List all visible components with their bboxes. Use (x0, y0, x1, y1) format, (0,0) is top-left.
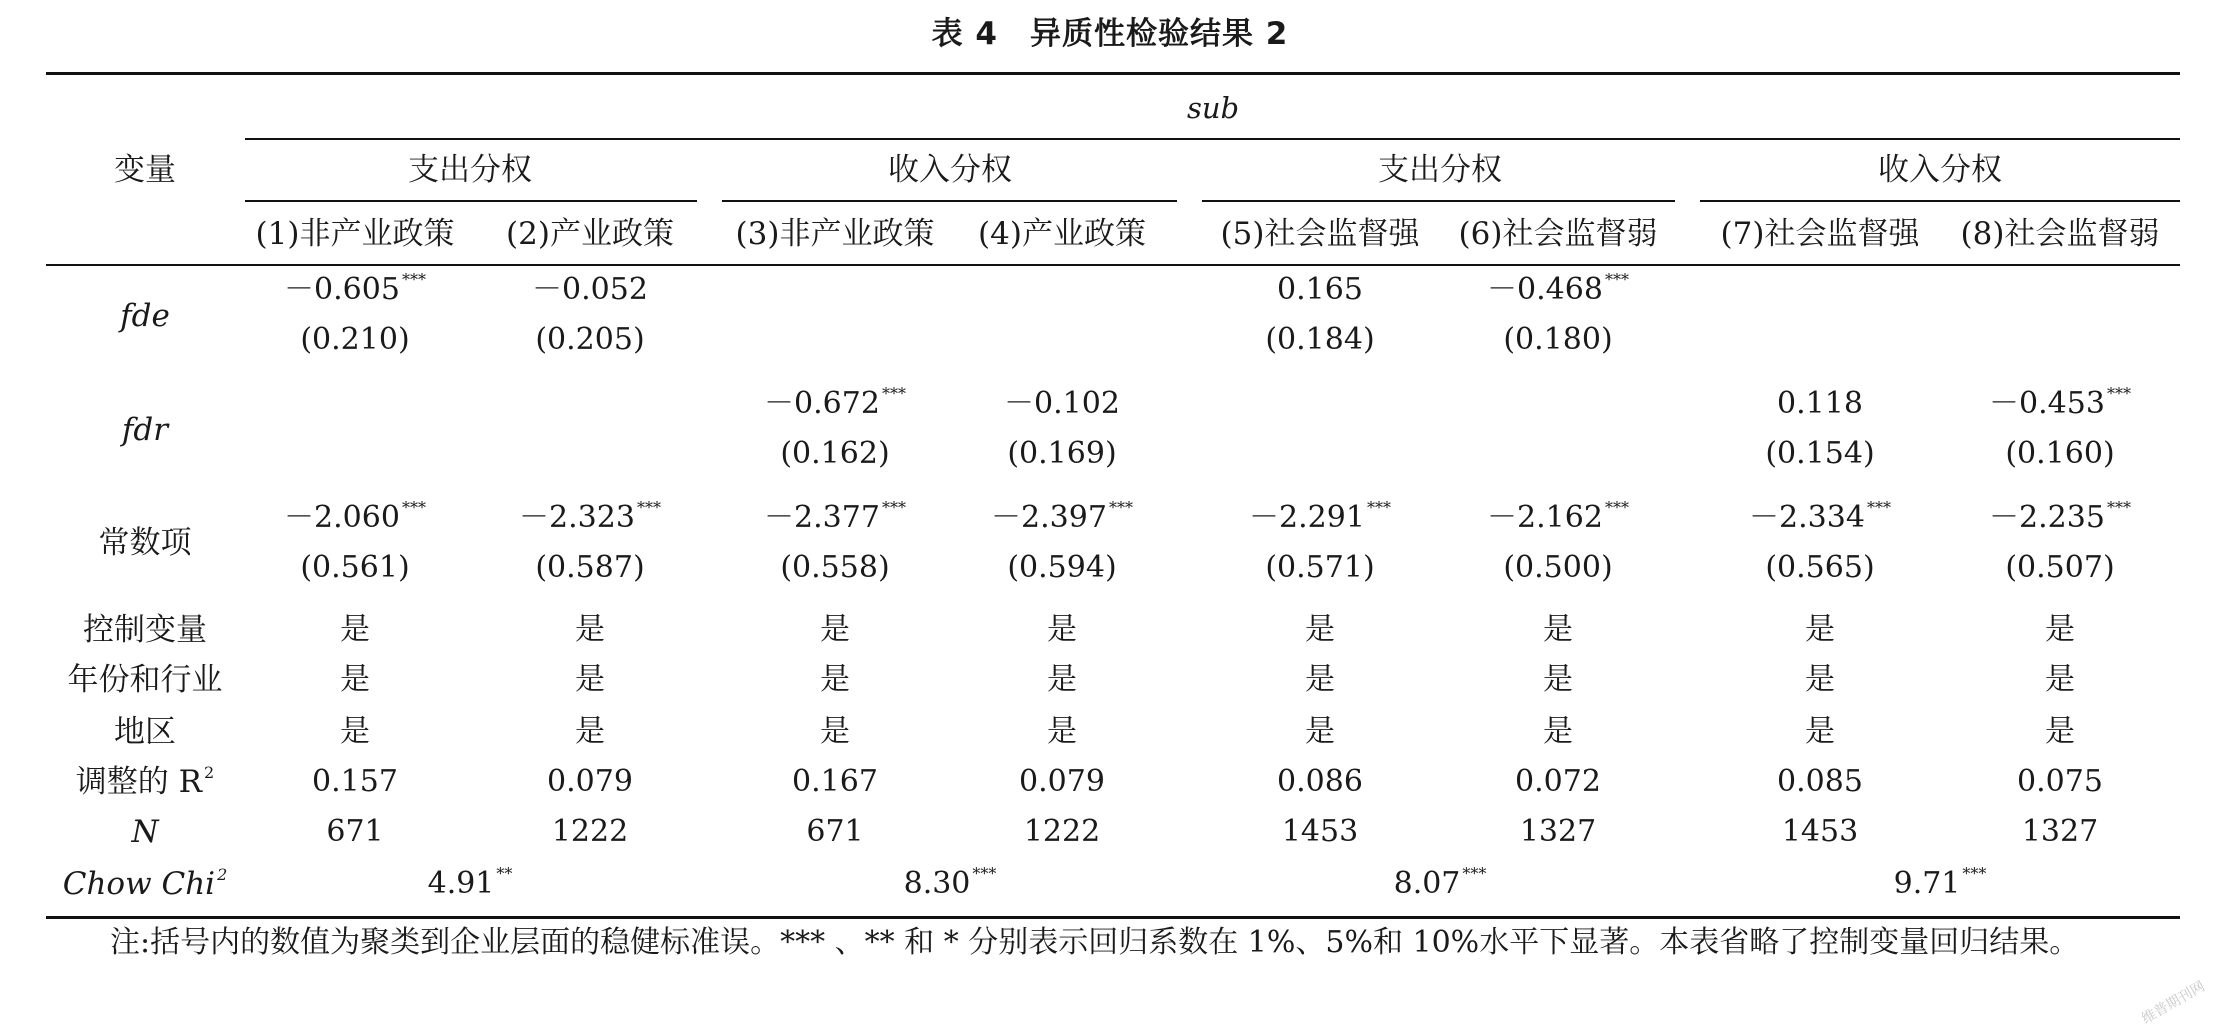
row-label-year-industry: 年份和行业 (67, 662, 223, 698)
year-industry-value-4: 是 (1047, 662, 1077, 697)
group-rule-2 (722, 200, 1177, 202)
region-value-7: 是 (1805, 714, 1835, 749)
adj-r2-value-8: 0.075 (2017, 764, 2103, 799)
n-value-8: 1327 (2021, 814, 2099, 849)
const-se-3: (0.558) (780, 550, 890, 585)
fde-se-2: (0.205) (535, 322, 645, 357)
controls-value-8: 是 (2045, 612, 2075, 647)
adj-r2-value-4: 0.079 (1019, 764, 1105, 799)
column-header-3: (3)非产业政策 (735, 216, 935, 252)
header-bottom-rule (46, 264, 2180, 266)
chow-value-3: 8.07 *** (1393, 864, 1487, 901)
group-rule-3 (1202, 200, 1675, 202)
fde-coef-2: －0.052 (532, 272, 648, 307)
adj-r2-value-6: 0.072 (1515, 764, 1601, 799)
fdr-se-3: (0.162) (780, 436, 890, 471)
fde-coef-1: －0.605 *** (284, 270, 426, 307)
row-label-region: 地区 (114, 714, 176, 750)
const-se-5: (0.571) (1265, 550, 1375, 585)
chow-value-1: 4.91 ** (427, 864, 513, 901)
controls-value-1: 是 (340, 612, 370, 647)
n-value-1: 671 (326, 814, 384, 849)
n-value-2: 1222 (551, 814, 629, 849)
n-value-3: 671 (806, 814, 864, 849)
region-value-8: 是 (2045, 714, 2075, 749)
region-value-3: 是 (820, 714, 850, 749)
year-industry-value-5: 是 (1305, 662, 1335, 697)
table-title: 表 4 异质性检验结果 2 (931, 16, 1289, 52)
controls-value-3: 是 (820, 612, 850, 647)
row-label-fdr: fdr (121, 412, 169, 448)
adj-r2-value-7: 0.085 (1777, 764, 1863, 799)
region-value-2: 是 (575, 714, 605, 749)
region-value-1: 是 (340, 714, 370, 749)
adj-r2-value-1: 0.157 (312, 764, 398, 799)
controls-value-5: 是 (1305, 612, 1335, 647)
watermark: 维普期刊网 (2139, 978, 2208, 1028)
column-header-8: (8)社会监督弱 (1960, 216, 2160, 252)
const-coef-6: －2.162 *** (1487, 498, 1629, 535)
group-rule-1 (245, 200, 697, 202)
fdr-coef-8: －0.453 *** (1989, 384, 2131, 421)
n-value-7: 1453 (1781, 814, 1859, 849)
const-coef-4: －2.397 *** (991, 498, 1133, 535)
fdr-se-7: (0.154) (1765, 436, 1875, 471)
const-se-4: (0.594) (1007, 550, 1117, 585)
fde-coef-5: 0.165 (1277, 272, 1363, 307)
sub-rule (245, 138, 2180, 140)
region-value-6: 是 (1543, 714, 1573, 749)
fdr-se-4: (0.169) (1007, 436, 1117, 471)
dependent-variable-header: sub (1186, 91, 1240, 125)
fdr-se-8: (0.160) (2005, 436, 2115, 471)
const-se-7: (0.565) (1765, 550, 1875, 585)
controls-value-4: 是 (1047, 612, 1077, 647)
row-label-chow: Chow Chi $^2$ (62, 865, 228, 902)
controls-value-7: 是 (1805, 612, 1835, 647)
row-label-fde: fde (120, 298, 170, 334)
const-se-8: (0.507) (2005, 550, 2115, 585)
const-coef-1: －2.060 *** (284, 498, 426, 535)
n-value-4: 1222 (1023, 814, 1101, 849)
fde-se-5: (0.184) (1265, 322, 1375, 357)
year-industry-value-2: 是 (575, 662, 605, 697)
group-header-1: 支出分权 (408, 152, 532, 188)
n-value-5: 1453 (1281, 814, 1359, 849)
year-industry-value-6: 是 (1543, 662, 1573, 697)
adj-r2-value-3: 0.167 (792, 764, 878, 799)
column-header-6: (6)社会监督弱 (1458, 216, 1658, 252)
adj-r2-value-2: 0.079 (547, 764, 633, 799)
const-se-6: (0.500) (1503, 550, 1613, 585)
const-se-2: (0.587) (535, 550, 645, 585)
fdr-coef-4: －0.102 (1004, 386, 1120, 421)
row-label-n: N (131, 814, 159, 850)
fdr-coef-3: －0.672 *** (764, 384, 906, 421)
chow-value-2: 8.30 *** (903, 864, 997, 901)
const-coef-8: －2.235 *** (1989, 498, 2131, 535)
const-coef-5: －2.291 *** (1249, 498, 1391, 535)
chow-value-4: 9.71 *** (1893, 864, 1987, 901)
column-header-1: (1)非产业政策 (255, 216, 455, 252)
column-header-2: (2)产业政策 (506, 216, 674, 252)
year-industry-value-8: 是 (2045, 662, 2075, 697)
fdr-coef-7: 0.118 (1777, 386, 1863, 421)
region-value-5: 是 (1305, 714, 1335, 749)
column-header-4: (4)产业政策 (978, 216, 1146, 252)
adj-r2-value-5: 0.086 (1277, 764, 1363, 799)
year-industry-value-3: 是 (820, 662, 850, 697)
fde-se-1: (0.210) (300, 322, 410, 357)
row-label-adj-r2: 调整的 R $^2$ (75, 763, 215, 800)
variable-header: 变量 (114, 152, 176, 188)
bottom-rule (46, 916, 2180, 919)
const-coef-2: －2.323 *** (519, 498, 661, 535)
group-header-4: 收入分权 (1878, 152, 2002, 188)
year-industry-value-1: 是 (340, 662, 370, 697)
column-header-5: (5)社会监督强 (1220, 216, 1420, 252)
const-se-1: (0.561) (300, 550, 410, 585)
n-value-6: 1327 (1519, 814, 1597, 849)
group-rule-4 (1700, 200, 2180, 202)
controls-value-2: 是 (575, 612, 605, 647)
year-industry-value-7: 是 (1805, 662, 1835, 697)
controls-value-6: 是 (1543, 612, 1573, 647)
top-rule (46, 72, 2180, 75)
const-coef-7: －2.334 *** (1749, 498, 1891, 535)
row-label-const: 常数项 (98, 525, 192, 561)
table-note: 注:括号内的数值为聚类到企业层面的稳健标准误。*** 、** 和 * 分别表示回归系数在 1%、5%和 10%水平下显著。本表省略了控制变量回归结果。 (110, 925, 2080, 960)
fde-se-6: (0.180) (1503, 322, 1613, 357)
region-value-4: 是 (1047, 714, 1077, 749)
const-coef-3: －2.377 *** (764, 498, 906, 535)
column-header-7: (7)社会监督强 (1720, 216, 1920, 252)
group-header-2: 收入分权 (888, 152, 1012, 188)
row-label-controls: 控制变量 (83, 612, 207, 648)
fde-coef-6: －0.468 *** (1487, 270, 1629, 307)
group-header-3: 支出分权 (1378, 152, 1502, 188)
